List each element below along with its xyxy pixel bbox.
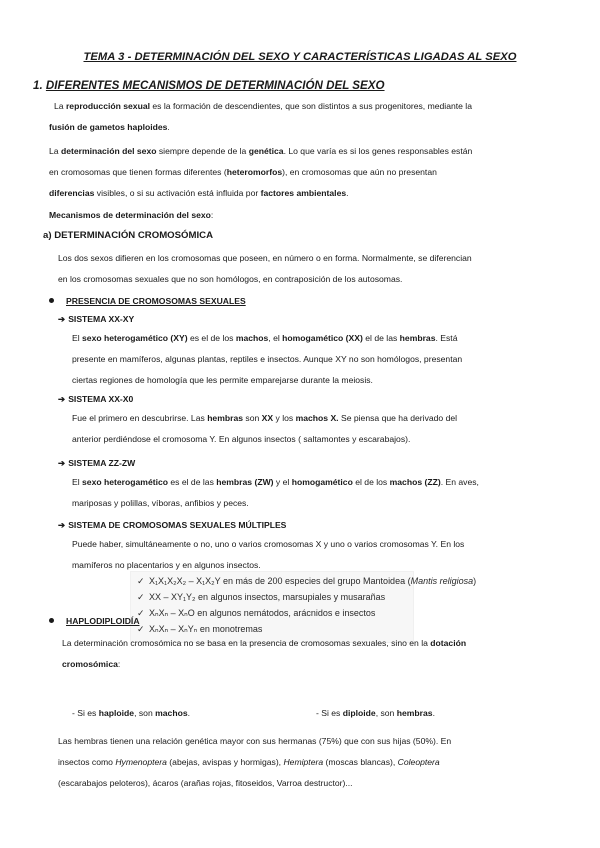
text-line: El sexo heterogamético es el de las hembras (ZW) y el homogamético el de los machos (ZZ). En aves, — [72, 477, 479, 487]
text-line: insectos como Hymenoptera (abejas, avispas y hormigas), Hemiptera (moscas blancas), Coleoptera — [58, 757, 440, 767]
arrow-icon: ➔ — [58, 314, 66, 324]
text-line: mamíferos no placentarios y en algunos insectos. — [72, 560, 261, 570]
text-line: anterior perdiéndose el cromosoma Y. En algunos insectos ( saltamontes y escarabajos). — [72, 434, 411, 444]
section-heading-1 — [33, 79, 385, 92]
text-line: Fue el primero en descubrirse. Las hembras son XX y los machos X. Se piensa que ha derivado del — [72, 413, 458, 423]
system-multiple-heading: ➔ SISTEMA DE CROMOSOMAS SEXUALES MÚLTIPLES — [58, 520, 287, 530]
section-title: DIFERENTES MECANISMOS DE DETERMINACIÓN DEL SEXO — [45, 79, 385, 92]
check-icon: ✓ — [137, 592, 145, 602]
text-line: mariposas y polillas, víboras, anfibios y peces. — [72, 498, 249, 508]
text-line: presente en mamíferos, algunas plantas, reptiles e insectos. Aunque XY no son homólogos, presentan — [72, 354, 463, 364]
text-line: Puede haber, simultáneamente o no, uno o varios cromosomas X y uno o varios cromosomas Y. En los — [72, 539, 465, 549]
text-line: diferencias visibles, o si su activación está influida por factores ambientales. — [49, 188, 349, 198]
text-line: Los dos sexos difieren en los cromosomas que poseen, en número o en forma. Normalmente, se diferencian — [58, 253, 472, 263]
text-line: La determinación cromosómica no se basa en la presencia de cromosomas sexuales, sino en la dotación — [62, 638, 467, 648]
check-item: ✓ XₙXₙ – XₙO en algunos nemátodos, arácnidos e insectos — [137, 608, 376, 618]
section-number: 1. — [33, 79, 43, 92]
genetics-paragraph — [49, 141, 472, 204]
system-xx-xy-heading: ➔ SISTEMA XX-XY — [58, 314, 135, 324]
check-item: ✓ XX – XY₁Y₂ en algunos insectos, marsupiales y musarañas — [137, 592, 386, 602]
hembras-paragraph — [58, 731, 451, 794]
system-xx-x0-paragraph — [72, 408, 457, 450]
check-icon: ✓ — [137, 624, 145, 634]
bullet-dot — [49, 618, 54, 623]
text-line: cromosómica: — [62, 659, 121, 669]
text-line: ciertas regiones de homología que les permite emparejarse durante la meiosis. — [72, 375, 373, 385]
text-line: en cromosomas que tienen formas diferentes (heteromorfos), en cromosomas que aún no presentan — [49, 167, 437, 177]
check-item: ✓ X₁X₁X₂X₂ – X₁X₂Y en más de 200 especies del grupo Mantoidea (Mantis religiosa) — [137, 576, 477, 586]
text-line: en los cromosomas sexuales que no son homólogos, en contraposición de los autosomas. — [58, 274, 403, 284]
bullet-haplodiploidy: HAPLODIPLOIDÍA — [49, 616, 140, 626]
arrow-icon: ➔ — [58, 520, 66, 530]
text-line: La reproducción sexual es la formación de descendientes, que son distintos a sus progenitores, mediante la — [54, 101, 472, 111]
system-xx-xy-paragraph — [72, 328, 462, 391]
arrow-icon: ➔ — [58, 458, 66, 468]
check-icon: ✓ — [137, 608, 145, 618]
text-line: (escarabajos peloteros), ácaros (arañas rojas, fitoseidos, Varroa destructor)... — [58, 778, 353, 788]
bullet-dot — [49, 298, 54, 303]
page-title: TEMA 3 - DETERMINACIÓN DEL SEXO Y CARACTERÍSTICAS LIGADAS AL SEXO — [83, 51, 517, 63]
text-line: Las hembras tienen una relación genética mayor con sus hermanas (75%) que con sus hijas (50%). En — [58, 736, 452, 746]
system-zz-zw-paragraph — [72, 472, 479, 514]
subsection-heading-a: a) DETERMINACIÓN CROMOSÓMICA — [43, 230, 214, 241]
system-multiple-paragraph — [72, 534, 464, 576]
haplodiploidy-paragraph — [62, 633, 466, 675]
bullet-sex-chromosomes: PRESENCIA DE CROMOSOMAS SEXUALES — [49, 296, 246, 306]
text-line: El sexo heterogamético (XY) es el de los machos, el homogamético (XX) el de las hembras. Está — [72, 333, 458, 343]
mechanisms-label: Mecanismos de determinación del sexo: — [49, 210, 214, 220]
arrow-icon: ➔ — [58, 394, 66, 404]
text-line: fusión de gametos haploides. — [49, 122, 170, 132]
text-line: La determinación del sexo siempre depende de la genética. Lo que varía es si los genes responsables están — [49, 146, 473, 156]
diploid-item: - Si es diploide, son hembras. — [316, 708, 435, 718]
check-item: ✓ XₙXₙ – XₙYₙ en monotremas — [137, 624, 263, 634]
chromosomal-paragraph — [58, 248, 472, 290]
system-zz-zw-heading: ➔ SISTEMA ZZ-ZW — [58, 458, 136, 468]
intro-paragraph — [49, 96, 472, 138]
check-icon: ✓ — [137, 576, 145, 586]
system-xx-x0-heading: ➔ SISTEMA XX-X0 — [58, 394, 134, 404]
haploid-item: - Si es haploide, son machos. — [72, 708, 190, 718]
